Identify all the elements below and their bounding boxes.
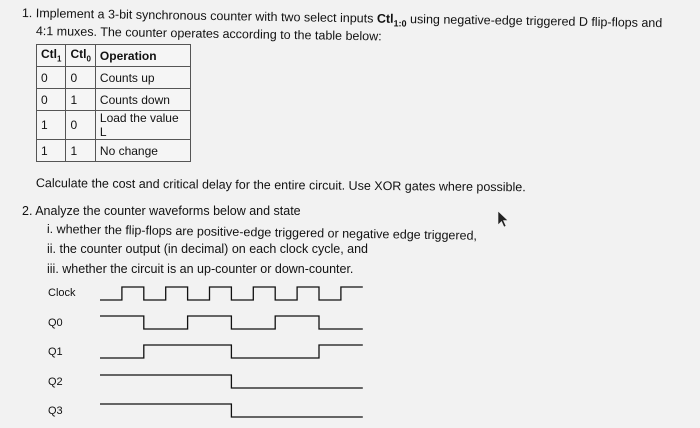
q1-text-prefix: 1. Implement a 3-bit synchronous counter with two select inputs <box>21 6 378 26</box>
wave-q1 <box>100 345 363 358</box>
question-2-intro: 2. Analyze the counter waveforms below and state <box>22 204 301 218</box>
mouse-cursor-icon <box>495 210 509 230</box>
header-operation: Operation <box>95 45 190 67</box>
label-q0: Q0 <box>48 317 63 329</box>
question-2-item-iii: iii. whether the circuit is an up-counter or down-counter. <box>47 262 354 276</box>
question-2-item-ii: ii. the counter output (in decimal) on each clock cycle, and <box>47 242 369 256</box>
cell-ctl1: 0 <box>37 89 66 111</box>
header-ctl0-base: Ctl <box>70 47 87 62</box>
cell-ctl0: 0 <box>66 111 95 140</box>
ctl-base: Ctl <box>376 11 394 26</box>
label-clock: Clock <box>48 287 76 299</box>
question-1-line-2: 4:1 muxes. The counter operates according to the table below: <box>35 24 382 44</box>
cell-ctl1: 0 <box>37 67 66 89</box>
q1-text-suffix: using negative-edge triggered D flip-flops and <box>406 12 663 31</box>
label-q3: Q3 <box>48 405 63 417</box>
cell-ctl1: 1 <box>37 111 66 140</box>
question-2-item-i: i. whether the flip-flops are positive-edge triggered or negative edge triggered, <box>46 222 478 243</box>
cell-ctl1: 1 <box>37 140 66 162</box>
header-ctl0-sub: 0 <box>86 54 91 64</box>
label-q1: Q1 <box>48 346 63 358</box>
cell-ctl0: 1 <box>66 140 95 162</box>
cell-ctl0: 0 <box>66 67 95 89</box>
wave-q3 <box>100 404 363 417</box>
cell-operation: Load the value L <box>95 111 190 140</box>
cell-operation: No change <box>95 140 190 162</box>
wave-clock <box>100 287 363 300</box>
cell-ctl0: 1 <box>66 89 95 111</box>
header-ctl1-base: Ctl <box>41 47 57 62</box>
wave-q2 <box>100 375 363 388</box>
cell-operation: Counts down <box>95 89 190 111</box>
calculate-instruction: Calculate the cost and critical delay for the entire circuit. Use XOR gates where possible. <box>35 176 526 195</box>
wave-q0 <box>100 316 363 329</box>
ctl-subscript: 1:0 <box>393 18 407 29</box>
label-q2: Q2 <box>48 376 63 388</box>
header-ctl1-sub: 1 <box>57 54 62 64</box>
cell-operation: Counts up <box>95 67 190 89</box>
